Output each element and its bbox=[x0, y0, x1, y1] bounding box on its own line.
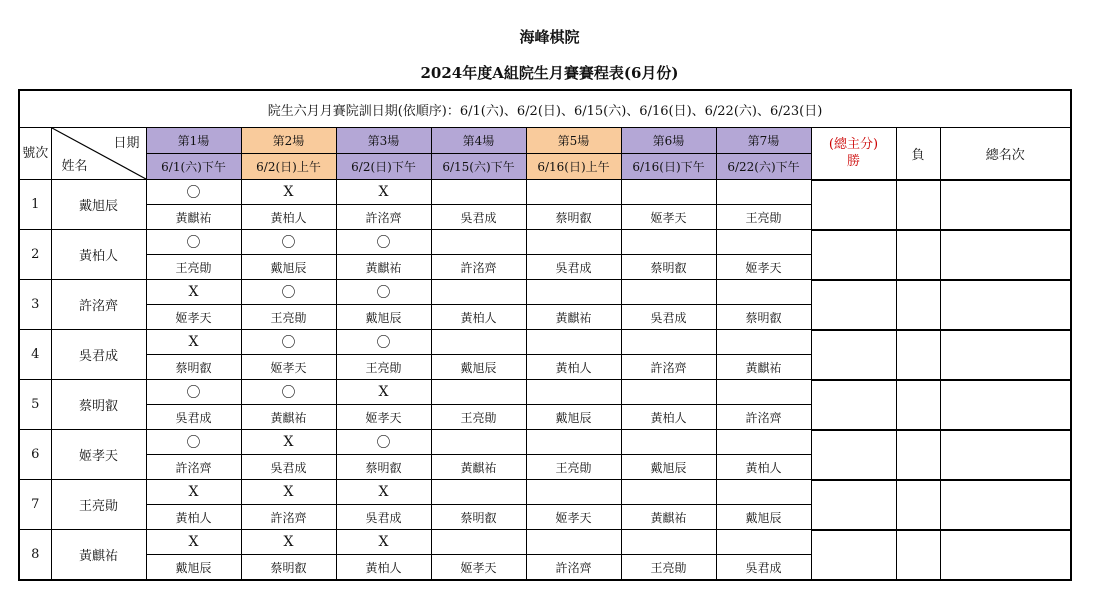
round-label-5: 第5場 bbox=[526, 128, 621, 154]
result-cell bbox=[526, 380, 621, 405]
org-title: 海峰棋院 bbox=[519, 28, 580, 46]
loss-cell bbox=[896, 380, 940, 430]
loss-cell bbox=[896, 280, 940, 330]
round-label-7: 第7場 bbox=[716, 128, 811, 154]
player-name: 吳君成 bbox=[51, 330, 146, 380]
round-date-4: 6/15(六)下午 bbox=[431, 154, 526, 180]
opponent-cell: 許洺齊 bbox=[716, 405, 811, 430]
opponent-cell: 蔡明叡 bbox=[716, 305, 811, 330]
result-cell bbox=[621, 330, 716, 355]
result-cell: X bbox=[241, 180, 336, 205]
result-cell bbox=[431, 230, 526, 255]
score-cell bbox=[811, 530, 896, 581]
schedule-title: 2024年度A組院生月賽賽程表(6月份) bbox=[420, 64, 679, 82]
opponent-cell: 姬孝天 bbox=[526, 505, 621, 530]
opponent-cell: 黃麒祐 bbox=[526, 305, 621, 330]
round-date-1: 6/1(六)下午 bbox=[146, 154, 241, 180]
rank-cell bbox=[940, 480, 1071, 530]
opponent-cell: 姬孝天 bbox=[621, 205, 716, 230]
rank-cell bbox=[940, 280, 1071, 330]
result-cell bbox=[526, 180, 621, 205]
opponent-cell: 黃柏人 bbox=[526, 355, 621, 380]
opponent-cell: 姬孝天 bbox=[431, 555, 526, 581]
result-cell: X bbox=[336, 180, 431, 205]
opponent-cell: 吳君成 bbox=[621, 305, 716, 330]
round-date-3: 6/2(日)下午 bbox=[336, 154, 431, 180]
round-label-4: 第4場 bbox=[431, 128, 526, 154]
opponent-cell: 戴旭辰 bbox=[146, 555, 241, 581]
opponent-cell: 許洺齊 bbox=[431, 255, 526, 280]
opponent-cell: 王亮勛 bbox=[431, 405, 526, 430]
loss-cell bbox=[896, 530, 940, 581]
opponent-cell: 黃麒祐 bbox=[146, 205, 241, 230]
round-label-2: 第2場 bbox=[241, 128, 336, 154]
result-cell: 〇 bbox=[336, 330, 431, 355]
opponent-cell: 王亮勛 bbox=[336, 355, 431, 380]
opponent-cell: 戴旭辰 bbox=[621, 455, 716, 480]
result-cell bbox=[621, 430, 716, 455]
player-name: 戴旭辰 bbox=[51, 180, 146, 230]
player-name: 蔡明叡 bbox=[51, 380, 146, 430]
player-name: 許洺齊 bbox=[51, 280, 146, 330]
result-cell bbox=[526, 430, 621, 455]
opponent-cell: 戴旭辰 bbox=[336, 305, 431, 330]
opponent-cell: 姬孝天 bbox=[716, 255, 811, 280]
name-label: 姓名 bbox=[61, 159, 88, 174]
opponent-cell: 蔡明叡 bbox=[146, 355, 241, 380]
score-cell bbox=[811, 230, 896, 280]
round-label-1: 第1場 bbox=[146, 128, 241, 154]
opponent-cell: 戴旭辰 bbox=[716, 505, 811, 530]
loss-cell bbox=[896, 180, 940, 230]
result-cell bbox=[526, 530, 621, 555]
opponent-cell: 黃柏人 bbox=[621, 405, 716, 430]
result-cell: 〇 bbox=[241, 380, 336, 405]
round-date-6: 6/16(日)下午 bbox=[621, 154, 716, 180]
score-cell bbox=[811, 180, 896, 230]
opponent-cell: 王亮勛 bbox=[526, 455, 621, 480]
result-cell bbox=[621, 180, 716, 205]
opponent-cell: 黃柏人 bbox=[336, 555, 431, 581]
loss-cell bbox=[896, 480, 940, 530]
player-number: 1 bbox=[19, 180, 51, 230]
round-label-3: 第3場 bbox=[336, 128, 431, 154]
rank-header: 總名次 bbox=[940, 128, 1071, 180]
opponent-cell: 黃麒祐 bbox=[431, 455, 526, 480]
date-label: 日期 bbox=[113, 136, 140, 151]
opponent-cell: 吳君成 bbox=[241, 455, 336, 480]
result-cell: 〇 bbox=[146, 380, 241, 405]
rank-cell bbox=[940, 230, 1071, 280]
opponent-cell: 戴旭辰 bbox=[431, 355, 526, 380]
result-cell bbox=[716, 480, 811, 505]
result-cell bbox=[621, 530, 716, 555]
player-number: 2 bbox=[19, 230, 51, 280]
result-cell: X bbox=[146, 280, 241, 305]
opponent-cell: 黃柏人 bbox=[716, 455, 811, 480]
date-name-header bbox=[51, 128, 146, 180]
result-cell: 〇 bbox=[336, 280, 431, 305]
result-cell bbox=[716, 380, 811, 405]
result-cell: 〇 bbox=[146, 430, 241, 455]
loss-header: 負 bbox=[896, 128, 940, 180]
player-name: 姬孝天 bbox=[51, 430, 146, 480]
opponent-cell: 蔡明叡 bbox=[241, 555, 336, 581]
player-number: 4 bbox=[19, 330, 51, 380]
player-number: 6 bbox=[19, 430, 51, 480]
result-cell: X bbox=[336, 380, 431, 405]
round-date-7: 6/22(六)下午 bbox=[716, 154, 811, 180]
result-cell bbox=[716, 530, 811, 555]
result-cell: X bbox=[336, 530, 431, 555]
loss-cell bbox=[896, 230, 940, 280]
player-name: 黃麒祐 bbox=[51, 530, 146, 581]
opponent-cell: 黃麒祐 bbox=[621, 505, 716, 530]
round-date-5: 6/16(日)上午 bbox=[526, 154, 621, 180]
opponent-cell: 王亮勛 bbox=[621, 555, 716, 581]
opponent-cell: 王亮勛 bbox=[146, 255, 241, 280]
loss-cell bbox=[896, 330, 940, 380]
opponent-cell: 姬孝天 bbox=[336, 405, 431, 430]
player-number: 3 bbox=[19, 280, 51, 330]
score-header bbox=[811, 128, 896, 180]
result-cell: X bbox=[146, 480, 241, 505]
period-note: 院生六月月賽院訓日期(依順序)：6/1(六)、6/2(日)、6/15(六)、6/16(日)、6/22(六)、6/23(日) bbox=[19, 90, 1071, 128]
result-cell bbox=[526, 330, 621, 355]
result-cell: 〇 bbox=[241, 330, 336, 355]
result-cell: X bbox=[146, 530, 241, 555]
result-cell bbox=[431, 280, 526, 305]
opponent-cell: 吳君成 bbox=[526, 255, 621, 280]
opponent-cell: 許洺齊 bbox=[526, 555, 621, 581]
opponent-cell: 黃柏人 bbox=[241, 205, 336, 230]
result-cell: X bbox=[146, 330, 241, 355]
player-name: 王亮勛 bbox=[51, 480, 146, 530]
loss-cell bbox=[896, 430, 940, 480]
opponent-cell: 姬孝天 bbox=[241, 355, 336, 380]
opponent-cell: 黃柏人 bbox=[431, 305, 526, 330]
result-cell bbox=[621, 480, 716, 505]
opponent-cell: 蔡明叡 bbox=[621, 255, 716, 280]
result-cell bbox=[526, 480, 621, 505]
round-label-6: 第6場 bbox=[621, 128, 716, 154]
result-cell: 〇 bbox=[241, 280, 336, 305]
result-cell bbox=[431, 430, 526, 455]
result-cell bbox=[621, 280, 716, 305]
opponent-cell: 吳君成 bbox=[336, 505, 431, 530]
rank-cell bbox=[940, 530, 1071, 581]
opponent-cell: 許洺齊 bbox=[621, 355, 716, 380]
result-cell bbox=[431, 180, 526, 205]
opponent-cell: 王亮勛 bbox=[241, 305, 336, 330]
opponent-cell: 黃柏人 bbox=[146, 505, 241, 530]
result-cell: 〇 bbox=[241, 230, 336, 255]
result-cell bbox=[526, 280, 621, 305]
result-cell: 〇 bbox=[146, 180, 241, 205]
result-cell: X bbox=[241, 480, 336, 505]
player-name: 黃柏人 bbox=[51, 230, 146, 280]
opponent-cell: 許洺齊 bbox=[336, 205, 431, 230]
score-cell bbox=[811, 380, 896, 430]
opponent-cell: 許洺齊 bbox=[146, 455, 241, 480]
result-cell bbox=[621, 380, 716, 405]
opponent-cell: 戴旭辰 bbox=[526, 405, 621, 430]
result-cell: X bbox=[241, 430, 336, 455]
result-cell: 〇 bbox=[336, 230, 431, 255]
player-number: 8 bbox=[19, 530, 51, 581]
result-cell bbox=[716, 230, 811, 255]
result-cell: X bbox=[241, 530, 336, 555]
result-cell bbox=[716, 330, 811, 355]
schedule-table bbox=[18, 89, 1072, 581]
opponent-cell: 黃麒祐 bbox=[716, 355, 811, 380]
score-cell bbox=[811, 430, 896, 480]
score-cell bbox=[811, 330, 896, 380]
score-cell bbox=[811, 280, 896, 330]
player-number: 7 bbox=[19, 480, 51, 530]
result-cell bbox=[716, 280, 811, 305]
opponent-cell: 王亮勛 bbox=[716, 205, 811, 230]
result-cell bbox=[526, 230, 621, 255]
result-cell bbox=[621, 230, 716, 255]
opponent-cell: 蔡明叡 bbox=[336, 455, 431, 480]
score-header-bottom: 勝 bbox=[846, 154, 860, 170]
opponent-cell: 吳君成 bbox=[716, 555, 811, 581]
result-cell bbox=[431, 330, 526, 355]
result-cell: 〇 bbox=[146, 230, 241, 255]
rank-cell bbox=[940, 430, 1071, 480]
opponent-cell: 吳君成 bbox=[431, 205, 526, 230]
opponent-cell: 許洺齊 bbox=[241, 505, 336, 530]
result-cell bbox=[431, 530, 526, 555]
num-header: 號次 bbox=[19, 128, 51, 180]
opponent-cell: 黃麒祐 bbox=[336, 255, 431, 280]
round-date-2: 6/2(日)上午 bbox=[241, 154, 336, 180]
opponent-cell: 吳君成 bbox=[146, 405, 241, 430]
rank-cell bbox=[940, 330, 1071, 380]
result-cell bbox=[716, 180, 811, 205]
score-header-top: (總主分) bbox=[828, 137, 879, 153]
rank-cell bbox=[940, 180, 1071, 230]
opponent-cell: 戴旭辰 bbox=[241, 255, 336, 280]
opponent-cell: 蔡明叡 bbox=[431, 505, 526, 530]
player-number: 5 bbox=[19, 380, 51, 430]
opponent-cell: 黃麒祐 bbox=[241, 405, 336, 430]
result-cell bbox=[716, 430, 811, 455]
rank-cell bbox=[940, 380, 1071, 430]
opponent-cell: 蔡明叡 bbox=[526, 205, 621, 230]
score-cell bbox=[811, 480, 896, 530]
result-cell: 〇 bbox=[336, 430, 431, 455]
opponent-cell: 姬孝天 bbox=[146, 305, 241, 330]
result-cell: X bbox=[336, 480, 431, 505]
result-cell bbox=[431, 480, 526, 505]
result-cell bbox=[431, 380, 526, 405]
